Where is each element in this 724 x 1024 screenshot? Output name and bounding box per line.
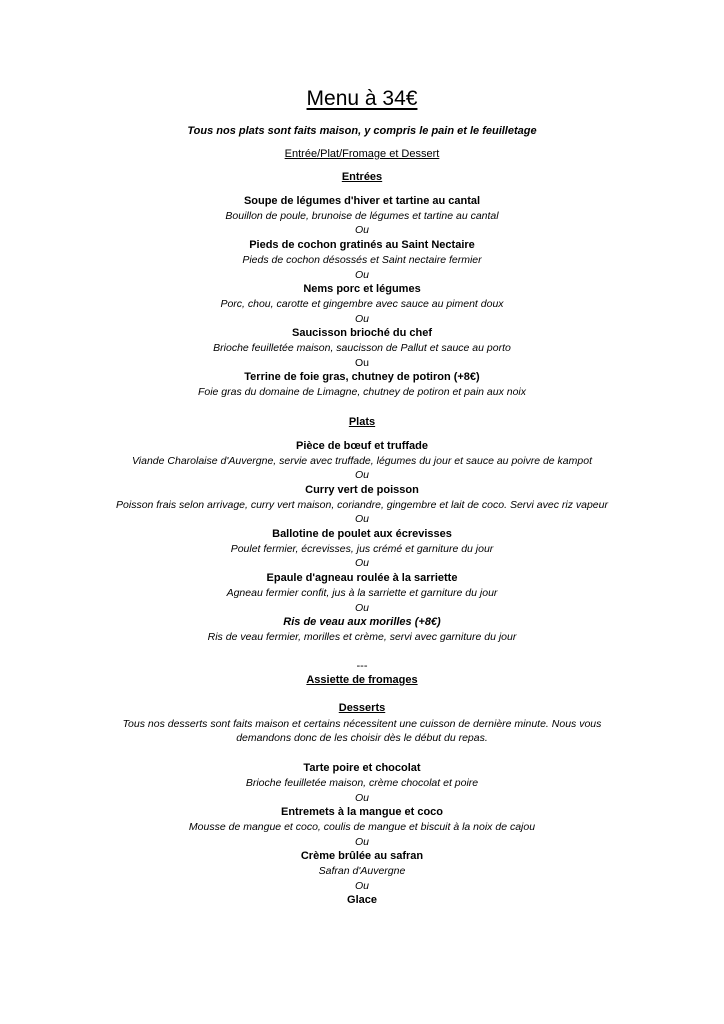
plats-title: Plats [348,415,376,428]
or-separator: Ou [354,469,369,482]
entrees-section [0,170,724,400]
dish-name: Nems porc et légumes [303,283,421,296]
dish-description: Bouillon de poule, brunoise de légumes et tartine au cantal [225,209,499,222]
dish-name: Entremets à la mangue et coco [281,806,443,819]
or-separator: Ou [354,312,369,325]
desserts-section [0,701,724,908]
or-separator: Ou [354,879,369,892]
section-separator: --- [356,659,368,672]
dish-name: Crème brûlée au safran [300,850,424,863]
dish-description: Safran d'Auvergne [318,865,406,878]
or-separator: Ou [354,224,369,237]
dish-name: Pièce de bœuf et truffade [295,439,429,452]
or-separator: Ou [354,557,369,570]
dish-name: Pieds de cochon gratinés au Saint Nectaire [249,239,475,252]
entrees-title: Entrées [341,171,383,183]
fromages-title: Assiette de fromages [306,673,418,686]
or-separator: Ou [354,268,369,281]
dish-name: Curry vert de poisson [305,483,419,496]
dish-description: Viande Charolaise d'Auvergne, servie avec truffade, légumes du jour et sauce au poivre de kampot [131,454,592,467]
or-separator: Ou [354,835,369,848]
or-separator: Ou [354,601,369,614]
menu-title: Menu à 34€ [306,87,418,110]
dish-description: Pieds de cochon désossés et Saint nectaire fermier [242,253,482,266]
dish-description: Foie gras du domaine de Limagne, chutney de potiron et pain aux noix [197,386,527,399]
or-separator: Ou [354,513,369,526]
dish-name: Epaule d'agneau roulée à la sarriette [266,572,458,585]
dish-name: Terrine de foie gras, chutney de potiron (+8€) [244,371,480,384]
or-separator: Ou [354,356,369,369]
or-separator: Ou [354,791,369,804]
dish-description: Poulet fermier, écrevisses, jus crémé et garniture du jour [230,542,494,555]
desserts-note-line-1: Tous nos desserts sont faits maison et certains nécessitent une cuisson de dernière minute. Nous vous [122,717,602,730]
desserts-title: Desserts [338,701,386,714]
fromages-section [0,659,724,687]
dish-description: Brioche feuilletée maison, crème chocolat et poire [245,776,479,789]
menu-formula: Entrée/Plat/Fromage et Dessert [284,148,440,160]
dish-description: Poisson frais selon arrivage, curry vert maison, coriandre, gingembre et lait de coco. Servi avec riz vapeur [116,498,608,511]
dish-name: Glace [347,894,377,907]
dish-description: Brioche feuilletée maison, saucisson de Pallut et sauce au porto [213,342,511,355]
dish-name: Saucisson brioché du chef [292,327,432,340]
plats-section [0,415,724,645]
menu-subtitle: Tous nos plats sont faits maison, y compris le pain et le feuilletage [187,125,537,137]
desserts-note-line-2: demandons donc de les choisir dès le début du repas. [236,732,488,745]
dish-description: Porc, chou, carotte et gingembre avec sauce au piment doux [220,297,504,310]
dish-name: Ris de veau aux morilles (+8€) [283,616,441,629]
dish-name: Tarte poire et chocolat [303,762,421,775]
dish-name: Soupe de légumes d'hiver et tartine au cantal [243,195,481,207]
dish-description: Agneau fermier confit, jus à la sarriette et garniture du jour [226,586,498,599]
dish-description: Ris de veau fermier, morilles et crème, servi avec garniture du jour [207,630,517,643]
dish-name: Ballotine de poulet aux écrevisses [272,528,452,541]
dish-description: Mousse de mangue et coco, coulis de mangue et biscuit à la noix de cajou [188,820,536,833]
